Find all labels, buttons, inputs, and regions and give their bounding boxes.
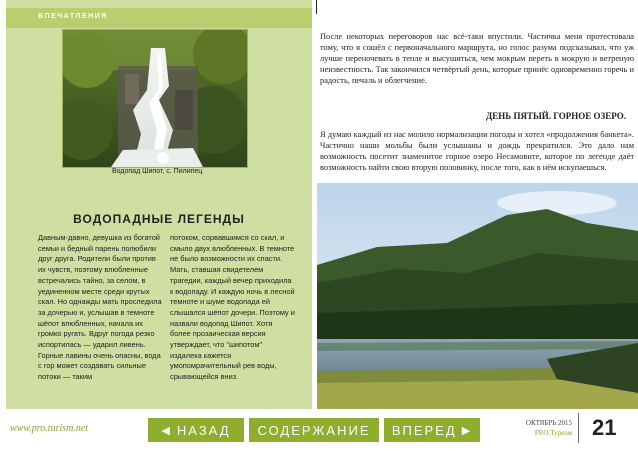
article-paragraph-1: После некоторых переговоров нас всё-таки впустили. Частичка меня протестовала тому, что я сошёл с первоначального маршрута, но голос разума подсказывал, что уж лучше переночевать в тепле и высушиться, чем мокрым переть в мокрую и ветреную неизвестность. Так закончился четвёртый день, которые принёс одновременно горечь и радость, печаль и облегчение. bbox=[320, 32, 634, 85]
back-label: НАЗАД bbox=[176, 422, 231, 438]
back-button[interactable] bbox=[148, 418, 244, 442]
magazine-brand: PRO.Туризм bbox=[534, 429, 572, 437]
forward-button[interactable] bbox=[384, 418, 480, 442]
photo-caption: Водопад Шипот, с. Пилипец bbox=[112, 168, 203, 175]
legend-heading: ВОДОПАДНЫЕ ЛЕГЕНДЫ bbox=[73, 212, 245, 226]
section-label: ВПЕЧАТЛЕНИЯ bbox=[38, 13, 108, 20]
waterfall-photo bbox=[62, 29, 248, 168]
article-heading: ДЕНЬ ПЯТЫЙ. ГОРНОЕ ОЗЕРО. bbox=[486, 111, 626, 121]
legend-column-2: потоком, сорвавшимся со скал, и смыло двух влюбленных. В темноте не было возможности их спасти. Мать, ставшая свидетелем трагедии, каждый вечер приходила к водопаду. И каждую ночь в лесной темноте и шуме водопада ей слышался шёпот дочери. Поэтому и назвали водопад Шипот. Хотя более прозаическая версия утверждает, что "шипотом" издалека кажется умопомрачительный рев воды, срывающейся вниз. bbox=[170, 233, 295, 382]
site-link[interactable]: www.pro.turism.net bbox=[10, 423, 89, 434]
column-divider bbox=[316, 0, 317, 14]
issue-info bbox=[520, 418, 572, 438]
contents-button[interactable] bbox=[249, 418, 379, 442]
back-arrow-icon: ◀ bbox=[161, 424, 177, 437]
issue-divider bbox=[578, 413, 579, 443]
forward-label: ВПЕРЕД bbox=[391, 422, 457, 438]
forward-arrow-icon: ▶ bbox=[456, 424, 473, 437]
lake-photo bbox=[317, 183, 638, 409]
article-paragraph-2: Я думаю каждый из нас молило нормализации погоды и хотел «продолжения банкета». Частично наши мольбы были услышаны и дождь прекратился. Это дало нам возможность посетит знаменитое горное озеро Несамовите, которое по легенде даёт возможность найти свою вторую половинку, после того, как в нём искупаешься. bbox=[320, 130, 634, 172]
waterfall-image bbox=[63, 30, 247, 167]
page-number: 21 bbox=[592, 415, 617, 440]
lake-image bbox=[317, 183, 638, 409]
issue-date: ОКТЯБРЬ 2015 bbox=[525, 419, 572, 427]
contents-label: СОДЕРЖАНИЕ bbox=[257, 422, 371, 438]
legend-column-1: Давным-давно, девушка из богатой семьи и бедный парень полюбили друг друга. Родители были против их чувств, поэтому влюбленные встречались тайно, за селом, в уединенном месте среди крутых скал. Но однажды мать проследила за дочерью и, услышав в темноте шёпот влюбленных, начала их громко ругать. Вдруг погода резко испортилась — ударил ливень. Горные лавины очень опасны, вода с гор может создавать сильные потоки — таким bbox=[38, 233, 162, 382]
